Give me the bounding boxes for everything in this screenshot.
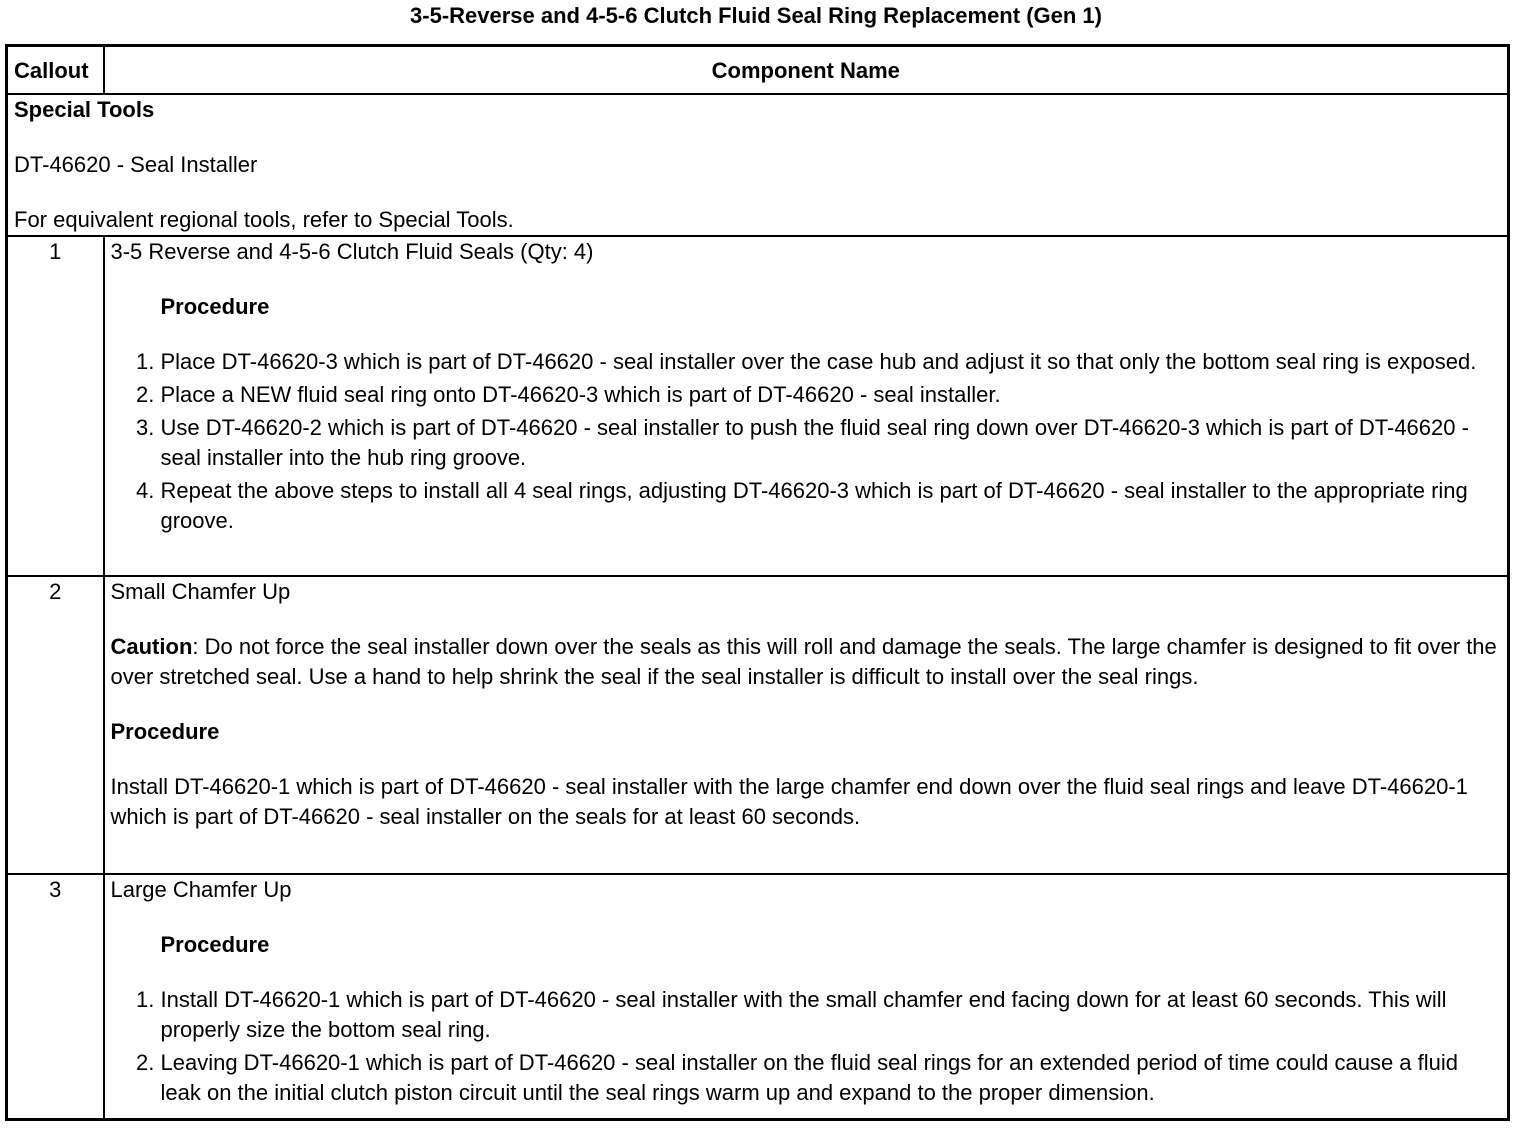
component-cell xyxy=(104,874,1509,1119)
special-tools-row xyxy=(7,94,1509,236)
special-tools-cell xyxy=(7,94,1509,236)
procedure-heading: Procedure xyxy=(160,294,270,319)
special-tools-note: For equivalent regional tools, refer to Special Tools. xyxy=(14,207,514,232)
special-tool-item: DT-46620 - Seal Installer xyxy=(14,152,258,177)
document-title: 3-5-Reverse and 4-5-6 Clutch Fluid Seal Ring Replacement (Gen 1) xyxy=(410,3,1102,28)
procedure-text: Install DT-46620-1 which is part of DT-46620 - seal installer with the large chamfer end down over the fluid seal rings and leave DT-46620-1 which is part of DT-46620 - seal installer on the seals for at least 60 seconds. xyxy=(110,774,1468,829)
procedure-table xyxy=(5,44,1510,1121)
procedure-step: 2. Place a NEW fluid seal ring onto DT-46620-3 which is part of DT-46620 - seal installer. xyxy=(161,380,1502,410)
procedure-step: 1. Place DT-46620-3 which is part of DT-46620 - seal installer over the case hub and adjust it so that only the bottom seal ring is exposed. xyxy=(161,347,1502,377)
table-header-row xyxy=(7,46,1509,95)
procedure-steps xyxy=(111,347,1502,536)
header-callout: Callout xyxy=(7,46,104,95)
caution-note xyxy=(111,632,1502,692)
table-row xyxy=(7,236,1509,576)
procedure-heading: Procedure xyxy=(110,719,220,744)
procedure-step: 4. Repeat the above steps to install all 4 seal rings, adjusting DT-46620-3 which is part of DT-46620 - seal installer to the appropriate ring groove. xyxy=(161,476,1502,536)
table-row xyxy=(7,874,1509,1119)
caution-text: : Do not force the seal installer down over the seals as this will roll and damage the seals. The large chamfer is designed to fit over the over stretched seal. Use a hand to help shrink the seal if the seal installer is difficult to install over the seal rings. xyxy=(110,634,1497,689)
component-cell xyxy=(104,576,1509,874)
component-name: 3-5 Reverse and 4-5-6 Clutch Fluid Seals (Qty: 4) xyxy=(110,239,594,264)
component-name: Small Chamfer Up xyxy=(110,579,291,604)
callout-number: 2 xyxy=(7,576,104,874)
procedure-step: 3. Use DT-46620-2 which is part of DT-46620 - seal installer to push the fluid seal ring down over DT-46620-3 which is part of DT-46620 - seal installer into the hub ring groove. xyxy=(161,413,1502,473)
special-tools-heading: Special Tools xyxy=(14,97,155,122)
table-row xyxy=(7,576,1509,874)
procedure-steps xyxy=(111,985,1502,1108)
callout-number: 1 xyxy=(7,236,104,576)
procedure-step: 2. Leaving DT-46620-1 which is part of DT-46620 - seal installer on the fluid seal rings for an extended period of time could cause a fluid leak on the initial clutch piston circuit until the seal rings warm up and expand to the proper dimension. xyxy=(161,1048,1502,1108)
procedure-step: 1. Install DT-46620-1 which is part of DT-46620 - seal installer with the small chamfer end facing down for at least 60 seconds. This will properly size the bottom seal ring. xyxy=(161,985,1502,1045)
callout-number: 3 xyxy=(7,874,104,1119)
header-component-name: Component Name xyxy=(104,46,1509,95)
component-cell xyxy=(104,236,1509,576)
component-name: Large Chamfer Up xyxy=(110,877,292,902)
procedure-heading: Procedure xyxy=(160,932,270,957)
caution-label: Caution xyxy=(110,634,193,659)
